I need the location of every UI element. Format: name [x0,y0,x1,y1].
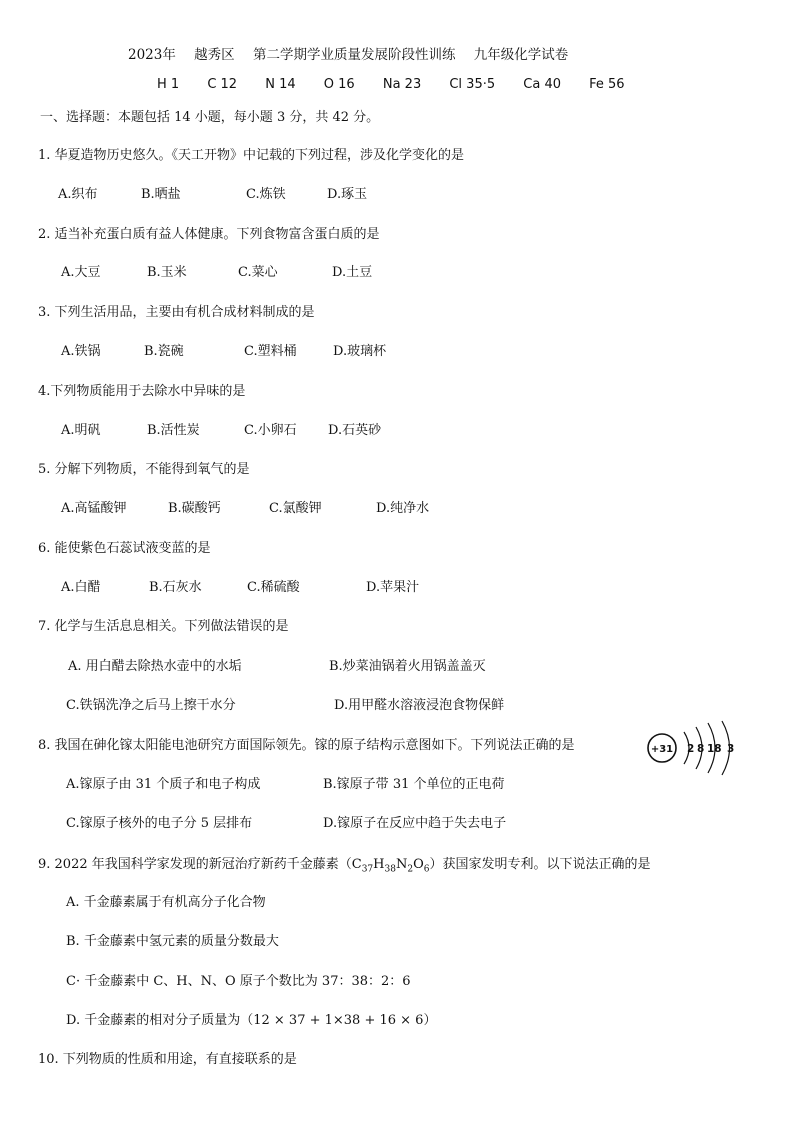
option-c: C.小卵石 [244,423,297,438]
stem-text: 9. 2022 年我国科学家发现的新冠治疗新药千金藤素（C [38,857,362,872]
gallium-atom-diagram [642,718,738,778]
option-c: C.铁锅洗净之后马上擦干水分 [66,698,236,713]
option-c: C.稀硫酸 [247,580,300,595]
option-d: D.土豆 [332,265,373,280]
option-a: A.大豆 [61,265,101,280]
atomic-mass-cl: Cl 35·5 [449,77,496,92]
question-stem: 8. 我国在砷化镓太阳能电池研究方面国际领先。镓的原子结构示意图如下。下列说法正确的是 [38,738,575,753]
nucleus-charge: +31 [650,744,674,755]
option-d: D.玻璃杯 [333,344,387,359]
option-b: B.晒盐 [141,187,181,202]
option-d: D.苹果汁 [366,580,420,595]
question-stem: 6. 能使紫色石蕊试液变蓝的是 [38,541,211,556]
section-heading: 一、选择题：本题包括 14 小题，每小题 3 分，共 42 分。 [40,110,380,125]
atomic-mass-na: Na 23 [382,77,422,92]
stem-text: ）获国家发明专利。以下说法正确的是 [429,857,651,872]
option-b: B. 千金藤素中氢元素的质量分数最大 [66,934,279,949]
option-a: A.明矾 [61,423,101,438]
atomic-mass-ca: Ca 40 [523,77,561,92]
option-b: B.石灰水 [149,580,202,595]
option-b: B.碳酸钙 [168,501,221,516]
option-d: D.用甲醛水溶液浸泡食物保鲜 [334,698,505,713]
title-test-name: 第二学期学业质量发展阶段性训练 [252,47,456,63]
formula-part: O [413,857,424,872]
question-stem: 3. 下列生活用品，主要由有机合成材料制成的是 [38,305,315,320]
formula-part: 2 [407,864,414,875]
question-stem: 4.下列物质能用于去除水中异味的是 [38,384,246,399]
atomic-mass-h: H 1 [157,77,180,92]
option-d: D.纯净水 [376,501,430,516]
question-stem: 2. 适当补充蛋白质有益人体健康。下列食物富含蛋白质的是 [38,227,380,242]
formula-part: 37 [361,864,374,875]
option-c: C.炼铁 [246,187,286,202]
question-stem [38,856,650,879]
title-year: 2023年 [128,47,176,63]
option-a: A.白醋 [61,580,101,595]
option-c: C.塑料桶 [244,344,297,359]
option-c: C· 千金藤素中 C、H、N、O 原子个数比为 37：38：2：6 [66,974,411,989]
option-b: B.瓷碗 [144,344,184,359]
option-d: D.镓原子在反应中趋于失去电子 [323,816,507,831]
option-a: A.铁锅 [61,344,101,359]
atomic-mass-o: O 16 [323,77,355,92]
formula-part: N [395,857,408,872]
exam-title [128,46,582,64]
option-b: B.玉米 [147,265,187,280]
shell-electrons: 2 [687,743,695,755]
shell-electrons: 3 [727,743,735,755]
option-a: A. 用白醋去除热水壶中的水垢 [68,659,242,674]
question-stem: 7. 化学与生活息息相关。下列做法错误的是 [38,619,289,634]
question-stem: 1. 华夏造物历史悠久。《天工开物》中记载的下列过程，涉及化学变化的是 [38,148,465,163]
option-a: A.镓原子由 31 个质子和电子构成 [66,777,261,792]
question-stem: 10. 下列物质的性质和用途，有直接联系的是 [38,1052,297,1067]
option-a: A.高锰酸钾 [61,501,127,516]
option-d: D.琢玉 [327,187,368,202]
option-d: D.石英砂 [328,423,382,438]
option-d: D. 千金藤素的相对分子质量为（12 × 37 + 1×38 + 16 × 6） [66,1013,437,1028]
shell-electrons: 18 [707,743,722,755]
formula-part: 38 [384,864,396,875]
atomic-masses [157,76,649,94]
option-b: B.活性炭 [147,423,200,438]
option-b: B.炒菜油锅着火用锅盖盖灭 [329,659,486,674]
option-c: C.氯酸钾 [269,501,322,516]
chem-formula [361,857,430,875]
shell-electrons: 8 [697,743,705,755]
title-subject: 九年级化学试卷 [473,47,569,63]
atomic-mass-c: C 12 [207,77,238,92]
option-a: A.织布 [58,187,98,202]
question-stem: 5. 分解下列物质，不能得到氧气的是 [38,462,250,477]
formula-part: 6 [423,864,430,875]
option-b: B.镓原子带 31 个单位的正电荷 [323,777,505,792]
option-a: A. 千金藤素属于有机高分子化合物 [66,895,266,910]
atomic-mass-n: N 14 [265,77,296,92]
option-c: C.菜心 [238,265,278,280]
atomic-mass-fe: Fe 56 [589,77,625,92]
formula-part: H [373,857,385,872]
title-district: 越秀区 [194,47,235,63]
option-c: C.镓原子核外的电子分 5 层排布 [66,816,253,831]
